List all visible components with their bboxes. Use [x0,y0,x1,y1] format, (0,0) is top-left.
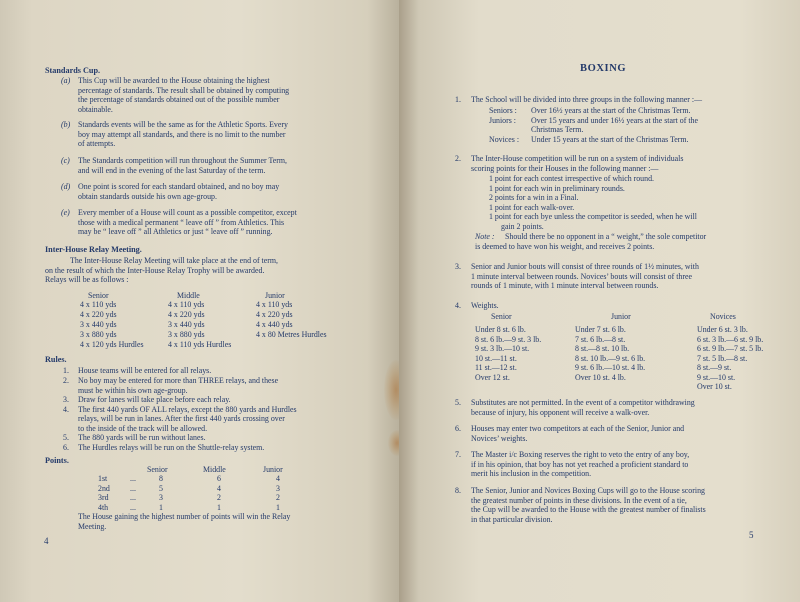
item-mark: (c) [61,156,70,165]
text-line: the greatest number of points in these divisions. In the event of a tie, [471,495,687,505]
text-line: the percentage of standards obtained out of the possible number [78,95,280,104]
points-place: 1st [98,474,108,483]
text-line: to the inside of the track will be allowed. [78,423,208,433]
rule-number: 1. [63,366,69,375]
boxing-title: BOXING [580,63,627,74]
text-line: Houses may enter two competitors at each of the Senior, Junior and [471,424,685,433]
text-line: The Standards competition will run throughout the Summer Term, [78,156,288,165]
points-cell: 2 [217,493,221,502]
group-label: Novices : [489,134,520,144]
relay-cell: 4 x 440 yds [256,320,293,329]
weight-cell: 11 st.—12 st. [475,363,517,372]
left-page [0,0,399,602]
points-dots: ... [130,474,136,483]
relay-meeting-heading: Inter-House Relay Meeting. [45,245,142,254]
text-line: The School will be divided into three groups in the following manner :— [471,95,702,104]
text-line: Christmas Term. [531,125,584,134]
paper-stain [388,430,399,456]
text-line: boy may attempt all standards, and there is no limit to the number [78,129,286,139]
points-place: 2nd [98,483,110,493]
text-line: rounds of 1 minute, with 1 minute interval between rounds. [471,281,659,290]
relay-cell: 4 x 120 yds Hurdles [80,340,144,349]
right-page [399,0,800,602]
weight-cell: 10 st.—11 st. [475,353,517,363]
weight-cell: Under 7 st. 6 lb. [575,325,626,334]
text-line: must be within his own age-group. [78,385,188,395]
points-header-senior: Senior [147,465,168,474]
text-line: The Inter-House competition will be run on a system of individuals [471,154,684,163]
item-mark: (e) [61,208,70,217]
text-line: The House gaining the highest number of points will win the Relay [78,512,291,521]
text-line: on the result of which the Inter-House Relay Trophy will be awarded. [45,265,265,275]
points-cell: 1 [276,502,280,512]
text-line: the Cup will be awarded to the House with the greatest number of finalists [471,505,706,514]
text-line: The Inter-House Relay Meeting will take place at the end of term, [70,256,278,265]
text-line: 1 point for each walk-over. [489,202,575,212]
weight-cell: Under 6 st. 3 lb. [697,325,748,334]
text-line: House teams will be entered for all relays. [78,366,212,375]
points-cell: 4 [276,474,280,483]
text-line: Novices’ weights. [471,433,528,443]
text-line: The Senior, Junior and Novices Boxing Cups will go to the House scoring [471,486,705,495]
relay-header-junior: Junior [265,291,285,300]
relay-cell: 4 x 220 yds [256,310,293,319]
paper-stain [384,360,399,420]
item-mark: (d) [61,182,71,191]
points-cell: 8 [159,474,163,483]
item-number: 2. [455,154,461,163]
points-place: 3rd [98,493,109,502]
item-number: 6. [455,424,461,433]
points-dots: ... [130,493,136,502]
text-line: The first 440 yards OF ALL relays, except the 880 yards and Hurdles [78,404,297,414]
text-line: Meeting. [78,521,107,531]
text-line: Over 16½ years at the start of the Christmas Term. [531,106,691,115]
relay-cell: 4 x 80 Metres Hurdles [256,330,327,339]
points-header-junior: Junior [263,465,283,474]
text-line: may be “ leave off ” all Athletics or just “ leave off ” running. [78,227,273,236]
weights-header-novices: Novices [710,312,736,321]
rule-number: 5. [63,433,69,442]
text-line: Substitutes are not permitted. In the event of a competitor withdrawing [471,398,695,407]
relay-cell: 3 x 440 yds [168,320,205,329]
text-line: Standards events will be the same as for the Athletic Sports. Every [78,120,288,129]
text-line: Draw for lanes will take place before each relay. [78,395,231,404]
rule-number: 2. [63,376,69,385]
item-number: 5. [455,398,461,407]
points-place: 4th [98,502,109,512]
text-line: those with a medical permanent “ leave off ” from Athletics. This [78,217,285,227]
item-mark: (a) [61,76,71,85]
weight-cell: 7 st. 5 lb.—8 st. [697,353,748,363]
text-line: in that particular division. [471,514,553,524]
rules-heading: Rules. [45,355,67,364]
standards-cup-heading: Standards Cup. [45,66,101,75]
item-mark: (b) [61,120,71,129]
points-cell: 3 [159,493,163,502]
note-label: Note : [475,232,495,241]
weights-heading: Weights. [471,301,499,310]
weight-cell: Under 8 st. 6 lb. [475,325,526,334]
item-number: 1. [455,95,461,104]
weight-cell: 8 st.—9 st. [697,363,732,372]
weight-cell: 6 st. 3 lb.—6 st. 9 lb. [697,334,764,344]
points-cell: 2 [276,493,280,502]
text-line: 2 points for a win in a Final. [489,193,579,202]
weights-header-junior: Junior [611,312,631,321]
weight-cell: 9 st.—10 st. [697,372,736,382]
text-line: Over 15 years and under 16½ years at the start of the [531,115,698,125]
weight-cell: Over 12 st. [475,372,510,382]
relay-cell: 4 x 110 yds Hurdles [168,340,232,349]
weight-cell: Over 10 st. 4 lb. [575,372,626,382]
text-line: 1 minute interval between rounds. Novices’ bouts will consist of three [471,271,692,281]
item-number: 4. [455,301,461,310]
text-line: obtain standards outside his own age-group. [78,191,217,201]
text-line: Under 15 years at the start of the Christmas Term. [531,134,689,144]
points-heading: Points. [45,456,69,465]
weight-cell: 8 st.—8 st. 10 lb. [575,344,630,353]
text-line: No boy may be entered for more than THREE relays, and these [78,376,279,385]
text-line: percentage of standards. The result shall be obtained by computing [78,85,290,95]
points-cell: 3 [276,483,280,493]
relay-cell: 4 x 110 yds [80,300,117,309]
text-line: The Hurdles relays will be run on the Shuttle-relay system. [78,442,265,452]
points-cell: 4 [217,483,221,493]
text-line: Relays will be as follows : [45,275,129,284]
weights-header-senior: Senior [491,312,512,321]
text-line: 1 point for each win in preliminary rounds. [489,183,625,193]
weight-cell: 8 st. 6 lb.—9 st. 3 lb. [475,334,542,344]
page-number: 5 [749,530,754,540]
weight-cell: 9 st. 3 lb.—10 st. [475,344,530,353]
item-number: 7. [455,450,461,459]
text-line: scoring points for their Houses in the following manner :— [471,163,659,173]
text-line: because of injury, his opponent will receive a walk-over. [471,407,650,417]
text-line: merit his inclusion in the competition. [471,469,592,478]
text-line: Every member of a House will count as a possible competitor, except [78,208,297,217]
text-line: The Master i/c Boxing reserves the right to veto the entry of any boy, [471,450,690,459]
weight-cell: Over 10 st. [697,382,732,391]
relay-cell: 3 x 440 yds [80,320,117,329]
relay-cell: 4 x 110 yds [168,300,205,309]
group-label: Juniors : [489,115,516,125]
points-dots: ... [130,502,136,512]
points-header-middle: Middle [203,465,226,474]
text-line: relays, will be run in lanes. After the first 440 yards crossing over [78,414,285,423]
text-line: This Cup will be awarded to the House obtaining the highest [78,76,270,85]
item-number: 3. [455,262,461,271]
relay-cell: 4 x 110 yds [256,300,293,309]
relay-header-senior: Senior [88,291,109,300]
points-cell: 5 [159,483,163,493]
text-line: One point is scored for each standard obtained, and no boy may [78,182,280,191]
text-line: Should there be no opponent in a “ weight,” the sole competitor [505,232,707,241]
rule-number: 3. [63,395,69,404]
text-line: obtainable. [78,104,113,114]
weight-cell: 7 st. 6 lb.—8 st. [575,334,626,344]
item-number: 8. [455,486,461,495]
relay-cell: 3 x 880 yds [168,330,205,339]
text-line: gain 2 points. [501,221,544,231]
text-line: 1 point for each contest irrespective of which round. [489,174,654,183]
weight-cell: 6 st. 9 lb.—7 st. 5 lb. [697,344,764,353]
group-label: Seniors : [489,106,517,115]
points-dots: ... [130,483,136,493]
weight-cell: 8 st. 10 lb.—9 st. 6 lb. [575,353,646,363]
relay-cell: 4 x 220 yds [168,310,205,319]
text-line: 1 point for each bye unless the competitor is seeded, when he will [489,212,697,221]
text-line: The 880 yards will be run without lanes. [78,433,206,442]
text-line: Senior and Junior bouts will consist of three rounds of 1½ minutes, with [471,262,699,271]
rule-number: 6. [63,442,69,452]
text-line: and will end in the evening of the last Saturday of the term. [78,165,266,175]
points-cell: 1 [159,502,163,512]
points-cell: 6 [217,474,221,483]
rule-number: 4. [63,404,69,414]
relay-cell: 4 x 220 yds [80,310,117,319]
relay-cell: 3 x 880 yds [80,330,117,339]
points-cell: 1 [217,502,221,512]
relay-header-middle: Middle [177,291,200,300]
weight-cell: 9 st. 6 lb.—10 st. 4 lb. [575,363,646,372]
text-line: is deemed to have won his weight, and receives 2 points. [475,241,655,251]
page-number: 4 [44,536,49,546]
text-line: of attempts. [78,139,116,148]
text-line: if in his opinion, that boy has not yet reached a proficient standard to [471,459,689,469]
